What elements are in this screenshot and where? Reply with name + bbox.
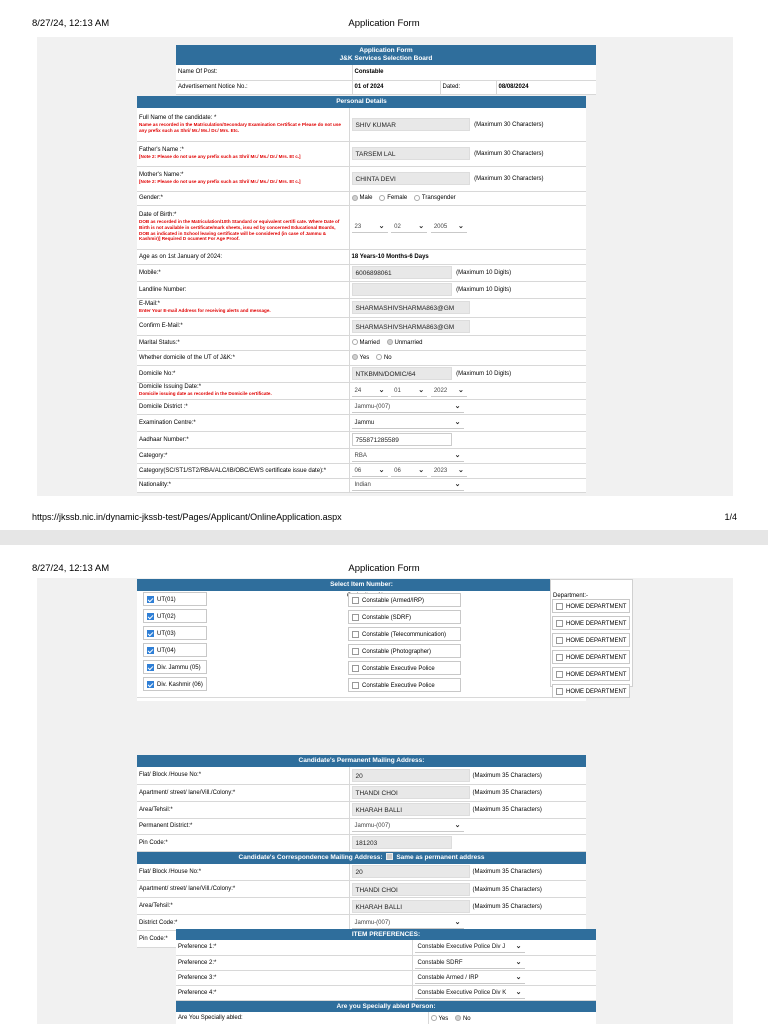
category-month-select[interactable]: 06 ⌄ [391, 465, 427, 477]
dob-year-select[interactable]: 2005 ⌄ [431, 221, 467, 233]
department-row[interactable] [552, 684, 630, 698]
mother-name-label: Mother's Name:* [139, 172, 184, 179]
specially-abled-no-label: No [462, 1015, 471, 1022]
department-row[interactable] [552, 616, 630, 630]
chevron-down-icon: ⌄ [418, 223, 425, 230]
category-date-label: Category(SC/ST1/ST2/RBA/ALC/IB/OBC/EWS certificate issue date):* [137, 463, 349, 478]
correspondence-address-header [137, 852, 586, 864]
post-info-block [176, 45, 596, 95]
department-row[interactable] [552, 633, 630, 647]
c-area-label: Area/Tehsil:* [137, 898, 349, 915]
department-row[interactable] [552, 650, 630, 664]
father-name-note: [Note 2: Please do not use any prefix such as Shri/ Mr./ Ms./ Dr./ Mrs. Et c.] [139, 154, 301, 160]
domicile-no-label: Domicile No:* [137, 365, 349, 382]
landline-label: Landline Number: [137, 281, 349, 298]
chevron-down-icon: ⌄ [515, 943, 522, 951]
mother-name-input[interactable]: CHINTA DEVI [352, 172, 470, 185]
preference-row [176, 940, 596, 955]
form-title: Application Form [359, 47, 413, 54]
street-hint: (Maximum 35 Characters) [472, 790, 542, 797]
checkbox-unchecked-icon[interactable] [352, 614, 359, 621]
domicile-district-select[interactable]: Jammu-(007) ⌄ [352, 401, 464, 413]
preference-label: Preference 2:* [176, 955, 412, 970]
chevron-down-icon: ⌄ [515, 958, 522, 966]
email-note: Enter Your E-mail Address for receiving alerts and message. [139, 308, 271, 314]
personal-details-section [137, 96, 586, 493]
c-flat-input[interactable]: 20 [352, 865, 470, 878]
item-number-label: UT(04) [157, 648, 176, 654]
adv-notice-value: 01 of 2024 [352, 80, 440, 94]
exam-centre-select[interactable]: Jammu ⌄ [352, 417, 464, 429]
item-number-checkbox-row[interactable] [143, 643, 207, 657]
checkbox-unchecked-icon[interactable] [556, 620, 563, 627]
preference-label: Preference 4:* [176, 985, 412, 1000]
permanent-address-table [137, 767, 586, 852]
district-code-label: District Code:* [137, 915, 349, 931]
district-code-select[interactable]: Jammu-(007) ⌄ [352, 917, 464, 929]
marital-radio-group [349, 335, 586, 350]
correspondence-address-title: Candidate's Correspondence Mailing Address: [238, 853, 383, 861]
chevron-down-icon: ⌄ [454, 481, 461, 488]
gender-transgender-radio[interactable] [414, 195, 420, 201]
specially-abled-header: Are you Specially abled Person: [176, 1001, 596, 1012]
full-name-hint: (Maximum 30 Characters) [474, 121, 544, 128]
personal-details-header: Personal Details [137, 96, 586, 108]
item-number-label: UT(03) [157, 631, 176, 637]
item-number-checkbox-row[interactable] [143, 677, 207, 691]
chevron-down-icon: ⌄ [378, 223, 385, 230]
department-label: HOME DEPARTMENT [566, 638, 627, 644]
father-name-input[interactable]: TARSEM LAL [352, 147, 470, 160]
cadre-item-label: Constable (SDRF) [362, 615, 412, 621]
checkbox-unchecked-icon[interactable] [556, 688, 563, 695]
domicile-day-select[interactable]: 24 ⌄ [352, 385, 388, 397]
domicile-district-label: Domicile District :* [137, 399, 349, 414]
department-label: HOME DEPARTMENT [566, 621, 627, 627]
mobile-hint: (Maximum 10 Digits) [456, 270, 512, 277]
cadre-item-label: Constable (Photographer) [362, 649, 432, 655]
domicile-no-label: No [383, 354, 392, 361]
preference-row [176, 985, 596, 1000]
chevron-down-icon: ⌄ [457, 466, 464, 474]
adv-notice-label: Advertisement Notice No.: [176, 80, 352, 94]
item-number-label: Div. Kashmir (06) [157, 682, 203, 688]
department-label: Department:- [553, 593, 589, 599]
street-label: Apartment/ street/ lane/Vill./Colony:* [137, 784, 349, 801]
department-label: HOME DEPARTMENT [566, 672, 627, 678]
chevron-down-icon: ⌄ [378, 466, 385, 474]
preference-label: Preference 1:* [176, 940, 412, 955]
gender-female-radio[interactable] [379, 195, 385, 201]
area-label: Area/Tehsil:* [137, 801, 349, 818]
c-street-input[interactable]: THANDI CHOI [352, 883, 470, 896]
chevron-down-icon: ⌄ [378, 386, 385, 394]
full-name-label: Full Name of the candidate: * [139, 115, 217, 122]
item-number-label: Div. Jammu (05) [157, 665, 201, 671]
domicile-year-select[interactable]: 2022 ⌄ [431, 385, 467, 397]
father-name-hint: (Maximum 30 Characters) [474, 151, 544, 158]
permanent-address-section [137, 755, 586, 948]
personal-details-table [137, 108, 586, 493]
mother-name-hint: (Maximum 30 Characters) [474, 176, 544, 183]
domicile-month-select[interactable]: 01 ⌄ [391, 385, 427, 397]
preference-label: Preference 3:* [176, 970, 412, 985]
mobile-label: Mobile:* [137, 264, 349, 281]
age-value: 18 Years-10 Months-6 Days [349, 249, 586, 264]
select-item-header: Select Item Number: [137, 579, 586, 591]
chevron-down-icon: ⌄ [454, 822, 461, 829]
cadre-item-row[interactable] [348, 644, 461, 658]
c-street-hint: (Maximum 35 Characters) [472, 886, 542, 893]
checkbox-unchecked-icon[interactable] [352, 665, 359, 672]
gender-transgender-label: Transgender [421, 195, 456, 202]
dated-label: Dated: [440, 80, 496, 94]
area-input[interactable]: KHARAH BALLI [352, 803, 470, 816]
permanent-address-header: Candidate's Permanent Mailing Address: [137, 755, 586, 767]
post-info-table [176, 65, 596, 95]
item-number-checkbox-row[interactable] [143, 660, 207, 674]
cadre-item-label: Constable Executive Police [362, 666, 435, 672]
street-input[interactable]: THANDI CHOI [352, 786, 470, 799]
pin-code-label: Pin Code:* [137, 834, 349, 851]
domicile-date-note: Domicile issuing date as recorded in the Domicile certificate. [139, 391, 272, 397]
mother-name-note: [Note 2: Please do not use any prefix such as Shri/ Mr./ Ms./ Dr./ Mrs. Et c.] [139, 179, 301, 185]
aadhaar-label: Aadhaar Number:* [137, 431, 349, 448]
dob-label: Date of Birth:* [139, 212, 177, 219]
form-canvas [37, 578, 733, 1024]
same-as-permanent-checkbox[interactable] [386, 853, 393, 860]
preference-select[interactable]: Constable Armed / IRP ⌄ [415, 972, 525, 984]
department-row[interactable] [552, 667, 630, 681]
domicile-no-hint: (Maximum 10 Digits) [456, 371, 512, 378]
print-title: Application Form [348, 18, 420, 29]
checkbox-unchecked-icon[interactable] [352, 648, 359, 655]
domicile-yes-radio[interactable] [352, 354, 358, 360]
domicile-date-label: Domicile Issuing Date:* [139, 384, 202, 391]
name-of-post-label: Name Of Post: [176, 65, 352, 80]
checkbox-unchecked-icon[interactable] [556, 637, 563, 644]
chevron-down-icon: ⌄ [457, 386, 464, 394]
permanent-district-select[interactable]: Jammu-(007) ⌄ [352, 820, 464, 832]
email-label: E-Mail:* [139, 301, 161, 308]
item-number-checkbox-row[interactable] [143, 626, 207, 640]
domicile-radio-group [349, 350, 586, 365]
item-number-checkbox-row[interactable] [143, 592, 207, 606]
checkbox-unchecked-icon[interactable] [556, 654, 563, 661]
specially-abled-no-radio[interactable] [455, 1015, 461, 1021]
item-number-label: UT(01) [157, 597, 176, 603]
father-name-label: Father's Name :* [139, 147, 184, 154]
aadhaar-input[interactable]: 755871285589 [352, 433, 452, 446]
marital-unmarried-radio[interactable] [387, 339, 393, 345]
chevron-down-icon: ⌄ [454, 451, 461, 459]
nationality-label: Nationality:* [137, 478, 349, 492]
chevron-down-icon: ⌄ [418, 466, 425, 474]
mobile-input[interactable]: 6006898061 [352, 266, 452, 279]
confirm-email-input[interactable]: SHARMASHIVSHARMA863@GM [352, 320, 470, 333]
marital-married-radio[interactable] [352, 339, 358, 345]
chevron-down-icon: ⌄ [454, 402, 461, 410]
checkbox-unchecked-icon[interactable] [352, 682, 359, 689]
gender-male-label: Male [359, 195, 373, 202]
dob-month-select[interactable]: 02 ⌄ [391, 221, 427, 233]
chevron-down-icon: ⌄ [515, 988, 522, 996]
specially-abled-yes-label: Yes [438, 1015, 449, 1022]
item-preferences-table [176, 940, 596, 1001]
permanent-district-label: Permanent District:* [137, 818, 349, 834]
department-row[interactable] [552, 599, 630, 613]
domicile-no-input[interactable]: NTKBMN/DOMIC/64 [352, 367, 452, 380]
email-input[interactable]: SHARMASHIVSHARMA863@GM [352, 301, 470, 314]
domicile-question-label: Whether domicile of the UT of J&K:* [137, 350, 349, 365]
chevron-down-icon: ⌄ [418, 386, 425, 394]
category-day-select[interactable]: 06 ⌄ [352, 465, 388, 477]
checkbox-unchecked-icon[interactable] [352, 597, 359, 604]
checkbox-checked-icon[interactable] [147, 630, 154, 637]
department-label: HOME DEPARTMENT [566, 604, 627, 610]
same-as-permanent-label: Same as permanent address [396, 853, 485, 861]
gender-male-radio[interactable] [352, 195, 358, 201]
checkbox-checked-icon[interactable] [147, 596, 154, 603]
gender-label: Gender:* [137, 191, 349, 205]
preference-select[interactable]: Constable Executive Police Div J ⌄ [415, 941, 525, 953]
c-street-label: Apartment/ street/ lane/Vill./Colony:* [137, 881, 349, 898]
category-select[interactable]: RBA ⌄ [352, 450, 464, 462]
cadre-item-label: Constable Executive Police [362, 683, 435, 689]
flat-label: Flat/ Block /House No:* [137, 767, 349, 784]
cadre-item-row[interactable] [348, 627, 461, 641]
pin-code-input[interactable]: 181203 [352, 836, 452, 849]
gender-radio-group [349, 191, 586, 205]
full-name-note: Name as recorded in the Matriculation/Secondary Examination Certificat e Please do not use any prefix such as Shri/ Mr./ Ms./ Dr./ Mrs. Etc. [139, 122, 341, 133]
full-name-input[interactable]: SHIV KUMAR [352, 118, 470, 131]
print-date: 8/27/24, 12:13 AM [32, 18, 110, 29]
marital-status-label: Marital Status:* [137, 335, 349, 350]
specially-abled-label: Are You Specially abled: [176, 1012, 428, 1024]
item-number-checkbox-row[interactable] [143, 609, 207, 623]
checkbox-checked-icon[interactable] [147, 613, 154, 620]
cadre-item-label: Constable (Telecommunication) [362, 632, 447, 638]
checkbox-checked-icon[interactable] [147, 647, 154, 654]
cadre-item-row[interactable] [348, 678, 461, 692]
form-canvas [37, 37, 733, 496]
c-flat-label: Flat/ Block /House No:* [137, 864, 349, 881]
marital-unmarried-label: Unmarried [394, 339, 423, 346]
name-of-post-value: Constable [352, 65, 596, 80]
chevron-down-icon: ⌄ [454, 918, 461, 926]
exam-centre-label: Examination Centre:* [137, 414, 349, 431]
domicile-yes-label: Yes [359, 354, 370, 361]
confirm-email-label: Confirm E-Mail:* [137, 317, 349, 335]
cadre-item-label: Constable (Armed/IRP) [362, 598, 425, 604]
cadre-item-row[interactable] [348, 661, 461, 675]
page-number: 1/4 [724, 512, 737, 522]
specially-abled-table [176, 1012, 596, 1024]
board-name: J&K Services Selection Board [339, 55, 433, 62]
marital-married-label: Married [359, 339, 380, 346]
checkbox-checked-icon[interactable] [147, 681, 154, 688]
preference-select[interactable]: Constable Executive Police Div K ⌄ [415, 987, 525, 999]
pdf-page-2 [0, 545, 768, 1024]
domicile-no-radio[interactable] [376, 354, 382, 360]
chevron-down-icon: ⌄ [515, 973, 522, 981]
c-pin-code-label: Pin Code:* [137, 931, 349, 948]
form-title-banner [176, 45, 596, 65]
checkbox-unchecked-icon[interactable] [556, 671, 563, 678]
item-preferences-section [176, 929, 596, 1024]
flat-input[interactable]: 20 [352, 769, 470, 782]
chevron-down-icon: ⌄ [454, 418, 461, 426]
c-area-hint: (Maximum 35 Characters) [472, 903, 542, 910]
item-number-label: UT(02) [157, 614, 176, 620]
print-date: 8/27/24, 12:13 AM [32, 563, 110, 574]
cadre-item-row[interactable] [348, 610, 461, 624]
landline-hint: (Maximum 10 Digits) [456, 287, 512, 294]
department-label: HOME DEPARTMENT [566, 655, 627, 661]
checkbox-unchecked-icon[interactable] [556, 603, 563, 610]
chevron-down-icon: ⌄ [457, 223, 464, 230]
print-url: https://jkssb.nic.in/dynamic-jkssb-test/Pages/Applicant/OnlineApplication.aspx [32, 512, 342, 522]
preference-row [176, 970, 596, 985]
gender-female-label: Female [387, 195, 408, 202]
area-hint: (Maximum 35 Characters) [472, 807, 542, 814]
preference-select[interactable]: Constable SDRF ⌄ [415, 957, 525, 969]
flat-hint: (Maximum 35 Characters) [472, 772, 542, 779]
category-label: Category:* [137, 448, 349, 463]
specially-abled-yes-radio[interactable] [431, 1015, 437, 1021]
department-label: HOME DEPARTMENT [566, 689, 627, 695]
c-flat-hint: (Maximum 35 Characters) [472, 869, 542, 876]
c-area-input[interactable]: KHARAH BALLI [352, 900, 470, 913]
cadre-item-row[interactable] [348, 593, 461, 607]
item-preferences-header: ITEM PREFERENCES: [176, 929, 596, 940]
print-title: Application Form [348, 563, 420, 574]
preference-row [176, 955, 596, 970]
dated-value: 08/08/2024 [496, 80, 596, 94]
age-label: Age as on 1st January of 2024: [137, 249, 349, 264]
dob-day-select[interactable]: 23 ⌄ [352, 221, 388, 233]
checkbox-unchecked-icon[interactable] [352, 631, 359, 638]
category-year-select[interactable]: 2023 ⌄ [431, 465, 467, 477]
landline-input[interactable] [352, 283, 452, 296]
checkbox-checked-icon[interactable] [147, 664, 154, 671]
dob-note: DOB as recorded in the Matriculation/10th Standard or equivalent certifi cate. Where Date of Birth is not available in certificate/mark sheets, issu ed by concerned Educational Boards, DOB as indicated in School leaving certificate will be considered (in case of Jammu & Kashmir)] Required D ocument For Age Proof. [139, 219, 340, 242]
nationality-select[interactable]: Indian ⌄ [352, 479, 464, 491]
